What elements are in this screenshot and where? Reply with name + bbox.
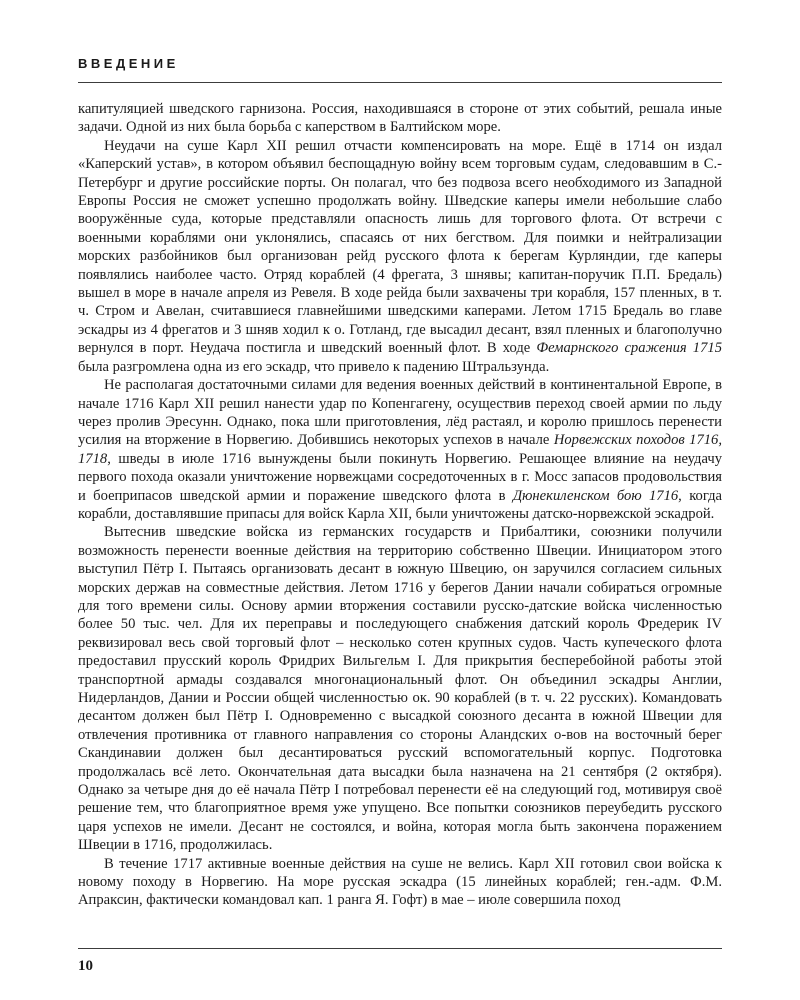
paragraph — [78, 855, 722, 910]
text-run: В течение 1717 активные военные действия на суше не велись. Карл XII готовил свои войска к новому походу в Норвегию. На море русская эскадра (15 линейных кораблей; ген.-адм. Ф.М. Апраксин, фактически командовал кап. 1 ранга Я. Гофт) в мае – июле совершила поход — [78, 855, 722, 909]
page-header — [78, 56, 722, 83]
chapter-title: ВВЕДЕНИЕ — [78, 56, 179, 71]
paragraph — [78, 100, 722, 137]
header-rule — [78, 82, 722, 83]
italic-text-run: Дюнекиленском бою 1716 — [512, 487, 679, 504]
text-run: Не располагая достаточными силами для ведения военных действий в континентальной Европе, в начале 1716 Карл XII решил нанести удар по Копенгагену, осуществив переход своей армии по льду через пролив Эресунн. Однако, пока шли приготовления, лёд растаял, и королю пришлось перенести усилия на вторжение в Норвегию. Добившись некоторых успехов в начале — [78, 377, 722, 449]
text-run: Неудачи на суше Карл XII решил отчасти компенсировать на море. Ещё в 1714 он издал «Каперский устав», в котором объявил беспощадную войну всем торговым судам, следовавшим в С.-Петербург и другие российские порты. Он полагал, что без подвоза всего необходимого из Западной Европы Россия не сможет успешно продолжать войну. Шведские каперы имели небольшие слабо вооружённые суда, которые представляли опасность лишь для торгового флота. От встречи с военными кораблями они уклонялись, спасаясь от них бегством. Для поимки и нейтрализации морских разбойников был организован рейд русского флота к берегам Курляндии, где каперы появлялись наиболее часто. Отряд кораблей (4 фрегата, 3 шнявы; капитан-поручик П.П. Бредаль) вышел в море в начале апреля из Ревеля. В ходе рейда были захвачены три корабля, 157 пленных, в т. ч. Стром и Авелан, считавшиеся главнейшими шведскими каперами. Летом 1715 Бредаль во главе эскадры из 4 фрегатов и 3 шняв ходил к о. Готланд, где высадил десант, взял пленных и благополучно вернулся в порт. Неудача постигла и шведский военный флот. В ходе — [78, 137, 722, 357]
text-run: капитуляцией шведского гарнизона. Россия, находившаяся в стороне от этих событий, решала иные задачи. Одной из них была борьба с каперством в Балтийском море. — [78, 101, 722, 136]
text-run: Вытеснив шведские войска из германских государств и Прибалтики, союзники получили возможность перенести военные действия на территорию собственно Швеции. Инициатором этого выступил Пётр I. Пытаясь организовать десант в южную Швецию, он заручился согласием сильных морских держав на совместные действия. Летом 1716 у берегов Дании начали собираться огромные для того времени силы. Основу армии вторжения составили русско-датские войска численностью более 50 тыс. чел. Для их переправы и последующего снабжения датский король Фредерик IV реквизировал весь свой торговый флот – несколько сотен крупных судов. Часть купеческого флота предоставил прусский король Фридрих Вильгельм I. Для прикрытия бесперебойной работы этой транспортной армады создавался многонациональный флот. Он объединил эскадры Англии, Нидерландов, Дании и России общей численностью ок. 90 кораблей (в т. ч. 22 русских). Командовать десантом должен был Пётр I. Одновременно с высадкой союзного десанта в южной Швеции для отвлечения противника от главного направления со стороны Аландских о-вов на восточный берег Скандинавии должен был десантироваться русский вспомогательный корпус. Подготовка продолжалась всё лето. Окончательная дата высадки была назначена на 21 сентября (2 октября). Однако за четыре дня до её начала Пётр I потребовал перенести её на следующий год, мотивируя своё решение тем, что благоприятное время уже упущено. Все попытки союзников переубедить русского царя успехов не имели. Десант не состоялся, и война, которая могла быть закончена поражением Швеции в 1716, продолжилась. — [78, 524, 722, 854]
footer-rule — [78, 948, 722, 949]
text-run: была разгромлена одна из его эскадр, что привело к падению Штральзунда. — [78, 358, 550, 375]
text-run: , шведы в июле 1716 вынуждены были покинуть Норвегию. Решающее влияние на неудачу первого похода оказали уничтожение норвежцами сосредоточенных в г. Мосс запасов продовольствия и боеприпасов шведской армии и поражение шведского флота в — [78, 450, 722, 504]
italic-text-run: Фемарнского сражения 1715 — [536, 340, 722, 357]
page-footer — [78, 948, 722, 975]
paragraph — [78, 137, 722, 376]
paragraph — [78, 523, 722, 854]
paragraph — [78, 376, 722, 523]
italic-text-run: Норвежских походов 1716, 1718 — [78, 432, 722, 467]
text-run: , когда корабли, доставлявшие припасы для войск Карла XII, были уничтожены датско-норвежской эскадрой. — [78, 487, 722, 522]
page-number: 10 — [78, 958, 93, 974]
page-body-text — [78, 100, 722, 910]
